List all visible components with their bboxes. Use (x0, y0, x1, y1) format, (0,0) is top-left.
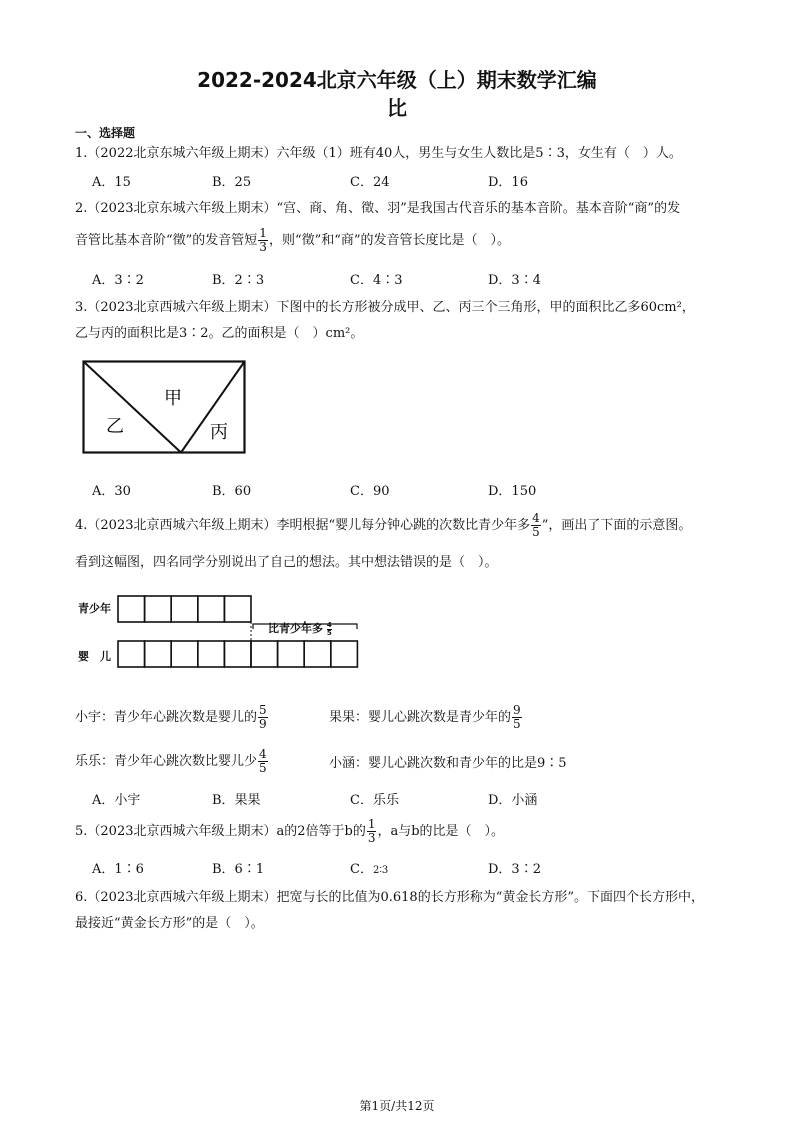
question-6-line1: 6.（2023北京西城六年级上期末）把宽与长的比值为0.618的长方形称为“黄金长方形”。下面四个长方形中， (75, 890, 704, 905)
q3-option-b: B．60 (212, 484, 252, 499)
question-3-line1: 3.（2023北京西城六年级上期末）下图中的长方形被分成甲、乙、丙三个三角形，甲的面积比乙多60cm²， (75, 300, 695, 315)
question-2-line2 (75, 227, 510, 254)
rectangle-triangle-figure (82, 360, 248, 456)
q2-text-a: 音管比基本音阶“徵”的发音管短 (75, 233, 258, 248)
statement-lele-fraction (258, 748, 268, 775)
q5-option-a: A．1∶6 (92, 862, 144, 877)
q3-option-d: D．150 (488, 484, 537, 499)
doc-subtitle: 比 (387, 96, 407, 120)
q4-fraction-denominator: 5 (532, 525, 540, 539)
q4-text-b: ”，画出了下面的示意图。 (541, 518, 692, 533)
statement-xiaohan: 小涵：婴儿心跳次数和青少年的比是9∶5 (329, 756, 567, 771)
statement-guoguo-fraction (512, 704, 522, 731)
teen-label: 青少年 (78, 602, 111, 615)
q5-text-b: ，a与b的比是（ ）。 (377, 824, 505, 839)
statement-xiaoyu-denominator: 9 (259, 717, 267, 731)
brace-label (268, 620, 332, 637)
q1-option-a: A．15 (92, 175, 131, 190)
brace-fraction-denominator: 5 (326, 628, 332, 637)
statement-guoguo (329, 704, 523, 731)
q1-option-c: C．24 (350, 175, 390, 190)
doc-title: 2022-2024北京六年级（上）期末数学汇编 (197, 68, 597, 92)
question-4-line1 (75, 512, 691, 539)
q4-option-d: D．小涵 (488, 793, 538, 808)
q4-text-a: 4.（2023北京西城六年级上期末）李明根据“婴儿每分钟心跳的次数比青少年多 (75, 518, 531, 533)
q2-fraction (258, 227, 268, 254)
statement-xiaoyu-fraction (258, 704, 268, 731)
label-bing: 丙 (210, 422, 228, 443)
label-yi: 乙 (106, 416, 124, 437)
q5-fraction-denominator: 3 (367, 831, 376, 845)
question-3-line2: 乙与丙的面积比是3∶2。乙的面积是（ ）cm²。 (75, 326, 364, 341)
baby-bar (118, 641, 357, 667)
section-heading: 一、选择题 (75, 126, 136, 140)
q3-option-a: A．30 (92, 484, 131, 499)
q2-fraction-denominator: 3 (259, 240, 267, 254)
q4-option-c: C．乐乐 (350, 793, 399, 808)
question-6-line2: 最接近“黄金长方形”的是（ ）。 (75, 916, 264, 931)
q5-option-c-value: 2∶3 (372, 865, 389, 876)
q2-option-a: A．3∶2 (92, 273, 144, 288)
q5-text-a: 5.（2023北京西城六年级上期末）a的2倍等于b的 (75, 824, 366, 839)
statement-lele (75, 748, 269, 775)
question-4-line2: 看到这幅图，四名同学分别说出了自己的想法。其中想法错误的是（ ）。 (75, 555, 498, 570)
q5-option-d: D．3∶2 (488, 862, 541, 877)
q4-option-b: B．果果 (212, 793, 261, 808)
statement-guoguo-denominator: 5 (513, 717, 521, 731)
q5-fraction-numerator: 1 (367, 817, 376, 831)
q2-option-c: C．4∶3 (350, 273, 403, 288)
page-footer: 第1页/共12页 (359, 1099, 435, 1113)
q2-option-b: B．2∶3 (212, 273, 265, 288)
q1-option-d: D．16 (488, 175, 528, 190)
q4-fraction-numerator: 4 (532, 511, 540, 525)
statement-xiaoyu (75, 704, 269, 731)
statement-lele-text: 乐乐：青少年心跳次数比婴儿少 (75, 754, 258, 769)
statement-lele-denominator: 5 (259, 761, 267, 775)
q3-option-c: C．90 (350, 484, 390, 499)
q5-option-c (350, 858, 388, 877)
question-2-line1: 2.（2023北京东城六年级上期末）“宫、商、角、徵、羽”是我国古代音乐的基本音阶。基本音阶“商”的发 (75, 201, 681, 216)
statement-guoguo-numerator: 9 (513, 703, 521, 717)
statement-lele-numerator: 4 (259, 747, 267, 761)
q1-option-b: B．25 (212, 175, 252, 190)
q2-text-b: ，则“徵”和“商”的发音管长度比是（ ）。 (268, 233, 511, 248)
statement-guoguo-text: 果果：婴儿心跳次数是青少年的 (329, 710, 512, 725)
statement-xiaoyu-numerator: 5 (259, 703, 267, 717)
brace-label-text: 比青少年多 (268, 622, 323, 635)
brace-fraction (327, 622, 332, 637)
brace-fraction-numerator: 4 (326, 620, 332, 629)
q5-option-b: B．6∶1 (212, 862, 265, 877)
q4-option-a: A．小宇 (92, 793, 141, 808)
q5-fraction (367, 818, 377, 845)
question-5-text (75, 818, 504, 845)
q5-option-c-letter: C． (350, 862, 373, 877)
question-1-text: 1.（2022北京东城六年级上期末）六年级（1）班有40人，男生与女生人数比是5∶3，女生有（ ）人。 (75, 146, 682, 161)
q4-fraction (531, 512, 541, 539)
label-jia: 甲 (164, 388, 182, 409)
teen-bar (118, 596, 251, 622)
q2-fraction-numerator: 1 (259, 226, 267, 240)
statement-xiaoyu-text: 小宇：青少年心跳次数是婴儿的 (75, 710, 258, 725)
baby-label: 婴 儿 (78, 650, 111, 663)
q2-option-d: D．3∶4 (488, 273, 541, 288)
